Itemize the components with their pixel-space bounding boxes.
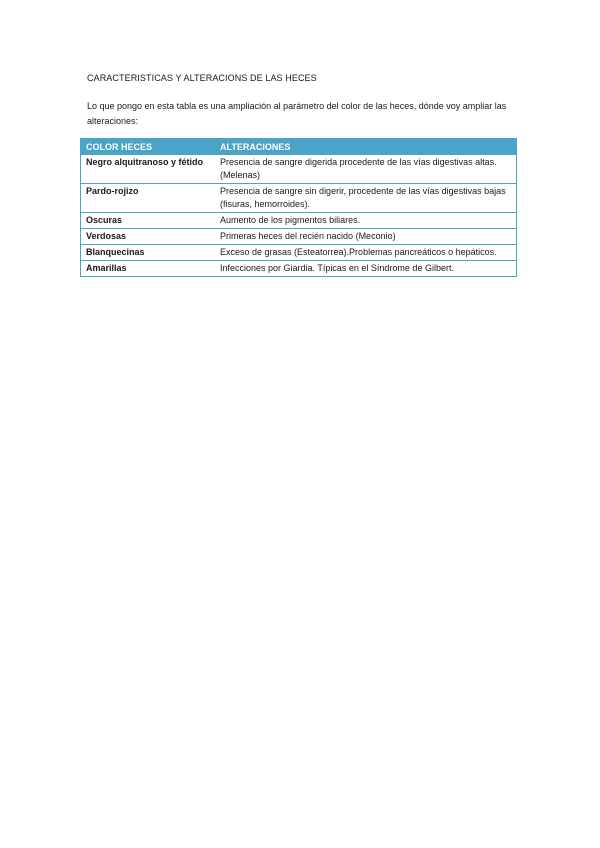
document-title: CARACTERISTICAS Y ALTERACIONS DE LAS HECES	[87, 73, 317, 83]
table-row	[81, 261, 517, 277]
header-alteraciones: ALTERACIONES	[215, 139, 517, 155]
cell-color: Blanquecinas	[81, 245, 216, 261]
cell-color: Amarillas	[81, 261, 216, 277]
cell-color: Verdosas	[81, 229, 216, 245]
cell-alteracion: Infecciones por Giardia. Típicas en el Síndrome de Gilbert.	[215, 261, 517, 277]
cell-alteracion: Primeras heces del recién nacido (Meconio)	[215, 229, 517, 245]
table-row	[81, 184, 517, 213]
cell-alteracion: Presencia de sangre sin digerir, procedente de las vías digestivas bajas (fisuras, hemorroides).	[215, 184, 517, 213]
table-row	[81, 213, 517, 229]
table-row	[81, 245, 517, 261]
table-row	[81, 155, 517, 184]
header-color-heces: COLOR HECES	[81, 139, 216, 155]
cell-color: Negro alquitranoso y fétido	[81, 155, 216, 184]
cell-color: Oscuras	[81, 213, 216, 229]
cell-color: Pardo-rojizo	[81, 184, 216, 213]
table-row	[81, 229, 517, 245]
cell-alteracion: Exceso de grasas (Esteatorrea).Problemas pancreáticos o hepáticos.	[215, 245, 517, 261]
stool-color-table	[80, 138, 517, 277]
intro-paragraph: Lo que pongo en esta tabla es una ampliación al parámetro del color de las heces, dónde voy ampliar las alteraciones:	[87, 101, 507, 126]
cell-alteracion: Aumento de los pigmentos biliares.	[215, 213, 517, 229]
table-header-row	[81, 139, 517, 155]
cell-alteracion: Presencia de sangre digerida procedente de las vías digestivas altas. (Melenas)	[215, 155, 517, 184]
